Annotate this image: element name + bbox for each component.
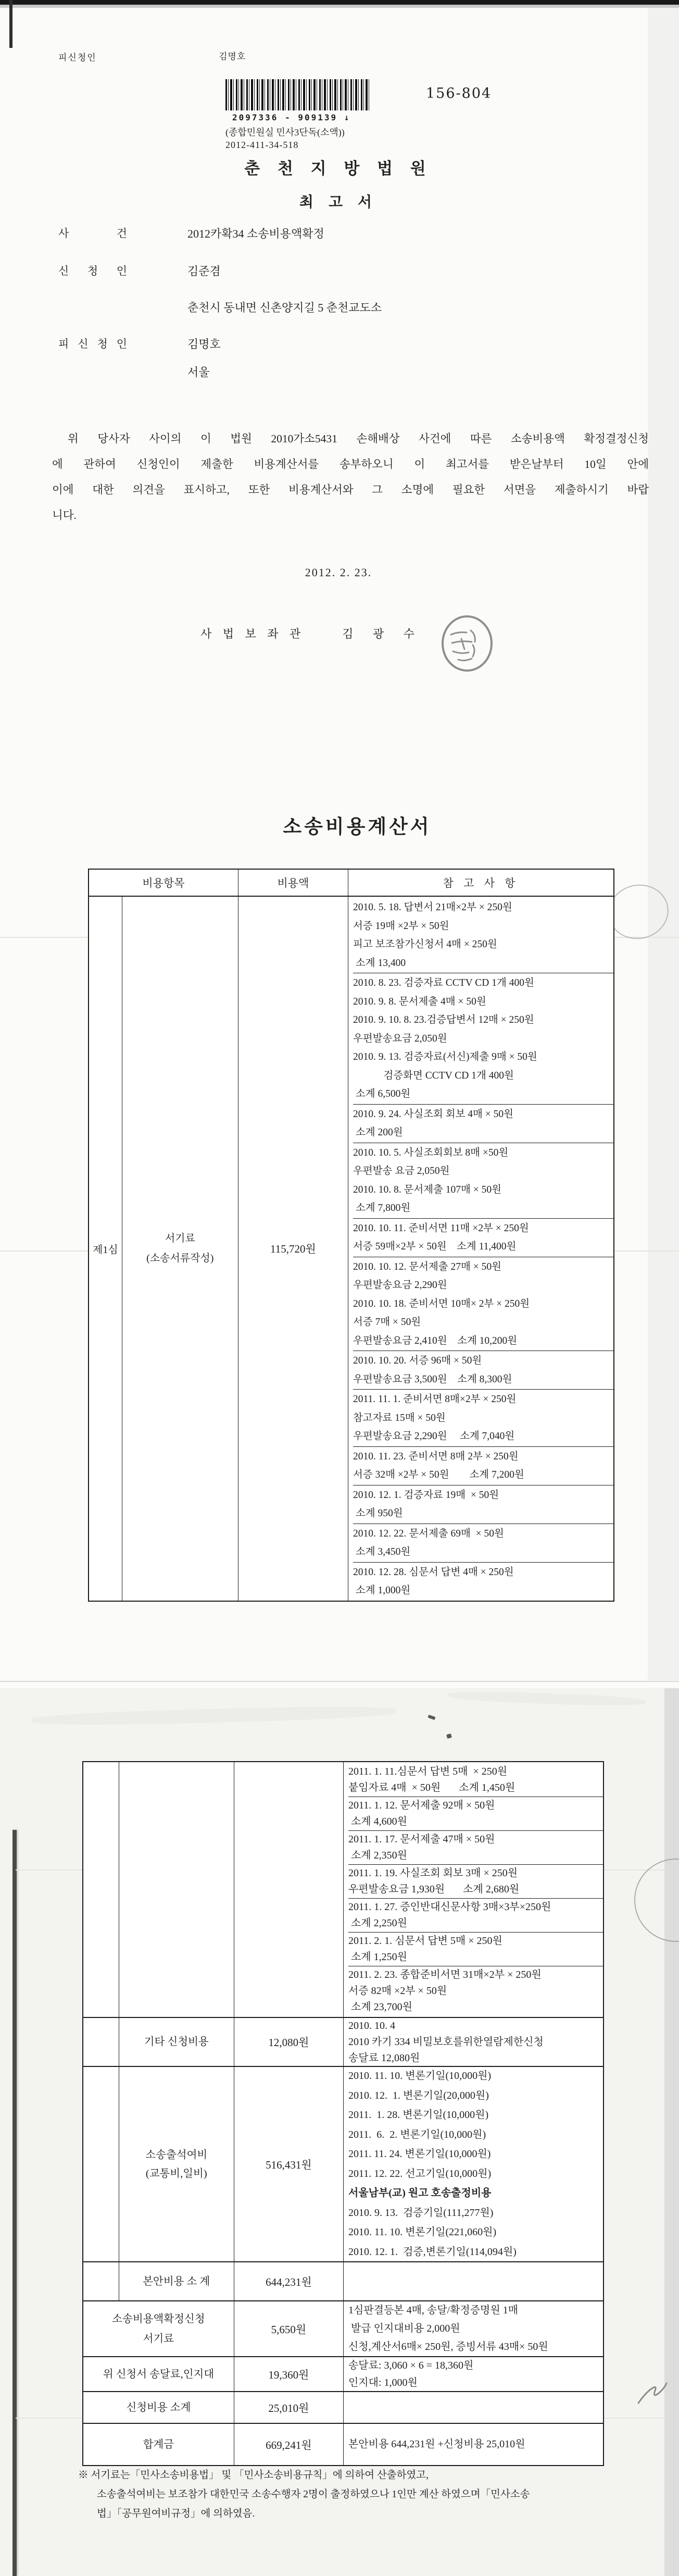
remark-line: 우편발송요금 2,290원 [353,1280,447,1291]
amount-cell-empty [234,1762,344,2017]
scan-artifact-left [9,0,12,48]
remark-line: 소계 23,700원 [348,2001,412,2013]
header-remarks: 참 고 사 항 [443,877,519,889]
remark-line: 2010. 9. 10. 8. 23.검증답변서 12매 × 250원 [353,1014,534,1025]
amount-cell: 25,010원 [234,2392,344,2423]
remark-line: 2010. 9. 24. 사실조회 회보 4매 × 50원 [353,1108,513,1120]
remark-section [353,1219,613,1257]
remark-line: 2010. 12. 22. 문서제출 69매 × 50원 [353,1528,504,1539]
document-title: 최 고 서 [299,194,378,210]
remark-section [353,1105,613,1143]
item-label-line: 합계금 [143,2438,174,2450]
case-value: 김준겸 [187,265,221,278]
remark-line: 2010. 11. 23. 준비서면 8매 2부 × 250원 [353,1451,519,1462]
court-name: 춘 천 지 방 법 원 [244,159,433,178]
notice-body [52,426,649,528]
remark-line: 2011. 1. 19. 사실조회 회보 3매 × 250원 [348,1867,518,1879]
remark-line: 소계 4,600원 [348,1816,407,1827]
amount-cell: 516,431원 [234,2067,344,2261]
item-cell [83,2392,234,2423]
remarks-cell [344,2424,603,2465]
item-name: 서기료 [165,1233,195,1245]
item-label-line: 서기료 [143,2333,174,2345]
notice-body-line: 위 당사자 사이의 이 법원 2010가소5431 손해배상 사건에 따른 소송비용액 확정결정신청 [68,432,649,445]
remark-section [353,1257,613,1352]
page1-bottom-edge [0,1681,679,1682]
remark-section [353,973,613,1105]
remarks-cell [344,2301,603,2356]
remark-line: 2011. 11. 24. 변론기일(10,000원) [348,2148,491,2160]
amount-cell: 669,241원 [234,2424,344,2465]
remark-line: 우편발송요금 3,500원 소계 8,300원 [353,1373,512,1385]
case-value: 춘천시 동내면 신촌양지길 5 춘천교도소 [187,301,382,314]
remark-line: 우편발송요금 2,290원 소계 7,040원 [353,1431,515,1442]
case-value: 2012카확34 소송비용액확정 [187,227,324,240]
remark-line: 소계 3,450원 [353,1546,411,1557]
table-row [83,2018,603,2067]
footnote-line: 소송출석여비는 보조참가 대한민국 소송수행자 2명이 출정하였으나 1인만 계산 하였으며「민사소송 [97,2489,530,2500]
remark-line: 2010. 10. 18. 준비서면 10매× 2부 × 250원 [353,1298,530,1309]
remark-line: 2010. 12. 28. 심문서 답변 4매 × 250원 [353,1566,514,1578]
remark-section [353,1351,613,1390]
remark-line: 2011. 12. 22. 선고기일(10,000원) [348,2168,492,2179]
remarks-cell [344,1762,603,2017]
remark-line: 2010. 10. 20. 서증 96매 × 50원 [353,1355,482,1366]
case-label: 사 건 [58,227,127,240]
remark-section [353,898,613,973]
reference-number: 2012-411-34-518 [225,140,299,150]
remark-line: 2010. 10. 4 [348,2020,395,2032]
remark-section [348,1763,603,1797]
barcode-number: 2097336 - 909139 ↓ [232,113,351,122]
remark-line: 우편발송요금 2,050원 [353,1033,447,1044]
notice-date: 2012. 2. 23. [305,566,372,579]
remark-line: 서증 59매×2부 × 50원 소계 11,400원 [353,1241,517,1252]
item-label-line: 위 신청서 송달료,인지대 [103,2368,215,2380]
item-cell [83,2424,234,2465]
item-label-line: 기타 신청비용 [144,2036,209,2048]
remark-line: 소계 1,000원 [353,1585,411,1596]
statement-title: 소송비용계산서 [283,816,432,838]
table-row [83,2424,603,2465]
cost-table-body [89,897,613,1601]
item-cell [83,2301,234,2356]
remark-line: 2011. 6. 2. 변론기일(10,000원) [348,2128,486,2140]
remark-line: 2010 카기 334 비밀보호를위한열람제한신청 [348,2036,544,2048]
remark-line: 2010. 11. 10. 변론기일(221,060원) [348,2226,497,2238]
remark-line: 소계 2,250원 [348,1917,407,1929]
remark-line: 서증 82매 ×2부 × 50원 [348,1985,447,1997]
notice-body-line: 이에 대한 의견을 표시하고, 또한 비용계산서와 그 소명에 필요한 서면을 제출하시기 바랍 [52,484,649,496]
remark-line: 인지대: 1,000원 [348,2376,418,2388]
remark-section [353,1524,613,1563]
remark-line: 서증 32매 ×2부 × 50원 소계 7,200원 [353,1469,524,1480]
notice-body-line: 에 관하여 신청인이 제출한 비용계산서를 송부하오니 이 최고서를 받은날부터 10일 안에 [52,458,649,470]
header-item: 비용항목 [89,870,238,896]
remark-line: 소계 950원 [353,1508,403,1519]
remark-line: 2011. 1. 27. 증인반대신문사항 3매×3부×250원 [348,1901,551,1913]
stage-cell-empty [83,2262,119,2300]
stage-cell-empty [83,1762,119,2017]
court-dept-line: (종합민원실 민사3단독(소액)) [225,127,345,138]
remark-line: 본안비용 644,231원 +신청비용 25,010원 [348,2438,525,2450]
remarks-cell [344,2262,603,2300]
page2-right-shading [664,1688,679,2576]
remark-line: 우편발송요금 1,930원 소계 2,680원 [348,1884,520,1895]
remark-line: 2011. 1. 28. 변론기일(10,000원) [348,2109,489,2121]
case-row [58,336,221,351]
remark-line: 2011. 11. 1. 준비서면 8매×2부 × 250원 [353,1394,517,1405]
remark-line: 2011. 1. 12. 문서제출 92매 × 50원 [348,1800,495,1811]
case-row [58,263,221,278]
officer-name: 김 광 수 [342,627,423,640]
remark-line: 신청,계산서6매× 250원, 증빙서류 43매× 50원 [348,2341,548,2352]
officer-seal-stamp [441,615,494,672]
amount-cell: 115,720원 [238,897,348,1601]
barcode [225,79,370,110]
table-row [83,2301,603,2357]
remark-line: 2010. 11. 10. 변론기일(10,000원) [348,2070,492,2082]
footnote-line: ※ 서기료는「민사소송비용법」 및 「민사소송비용규칙」에 의하여 산출하였고, [78,2470,429,2481]
footnote [78,2466,677,2523]
remarks-cell [344,2067,603,2261]
remark-line: 2010. 10. 8. 문서제출 107매 × 50원 [353,1184,501,1195]
page1-right-shading [648,8,679,1680]
remark-section [353,1447,613,1485]
remark-line: 2011. 1. 17. 문서제출 47매 × 50원 [348,1834,495,1845]
item-cell [122,897,238,1601]
remark-line: 피고 보조참가신청서 4매 × 250원 [353,939,497,950]
remark-section [348,1966,603,2016]
remark-section [348,1797,603,1831]
remark-line: 2010. 9. 13. 검증기일(111,277원) [348,2207,494,2219]
remark-line: 발급 인지대비용 2,000원 [348,2323,460,2334]
remark-line: 2011. 2. 1. 심문서 답변 5매 × 250원 [348,1935,502,1947]
remark-line: 서증 7매 × 50원 [353,1317,421,1328]
cost-table-header [89,870,613,897]
remark-line: 소계 1,250원 [348,1951,407,1963]
remark-line: 2011. 2. 23. 종합준비서면 31매×2부 × 250원 [348,1969,542,1980]
remark-line: 2010. 12. 1. 검증자료 19매 × 50원 [353,1489,499,1501]
postal-code: 156-804 [426,85,492,102]
remark-section [348,1899,603,1933]
remarks-cell [344,2392,603,2423]
remark-line: 1심판결등본 4매, 송달/확정증명원 1매 [348,2305,519,2316]
table-row [83,2262,603,2301]
officer-signature-line [200,625,423,641]
remark-section [353,1563,613,1601]
remark-line: 소계 13,400 [353,957,406,969]
notice-body-line: 니다. [52,509,77,522]
header-amount: 비용액 [238,870,348,896]
item-cell [83,2357,234,2391]
table-row [83,2357,603,2392]
item-label-line: 소송비용액확정신청 [112,2313,205,2325]
remark-section [353,1390,613,1447]
case-value: 서울 [187,366,210,379]
item-cell-empty [119,1762,234,2017]
case-info [58,225,631,381]
remark-line: 송달료 12,080원 [348,2052,420,2064]
case-label: 피 신 청 인 [58,338,127,350]
remark-line: 2010. 9. 13. 검증자료(서신)제출 9매 × 50원 [353,1051,537,1062]
remark-section [348,1933,603,1966]
remark-line: 2010. 10. 5. 사실조회회보 8매 ×50원 [353,1147,509,1158]
item-label-line: 신청비용 소계 [126,2401,191,2413]
item-label-line: 소송출석여비 [145,2149,208,2161]
remark-line: 서울남부(교) 원고 호송출정비용 [348,2187,492,2199]
item-cell [119,2067,234,2261]
case-value: 김명호 [187,338,221,351]
addressee-name: 김명호 [219,52,246,61]
remark-line: 참고자료 15매 × 50원 [353,1412,446,1423]
page2-left-edge-shadow [12,1830,17,2576]
remark-line: 2010. 10. 11. 준비서면 11매 ×2부 × 250원 [353,1222,529,1234]
case-label: 신 청 인 [58,265,127,277]
footnote-line: 법」「공무원여비규정」에 의하였음. [97,2508,255,2519]
remark-section [353,1143,613,1219]
remark-line: 2010. 12. 1. 변론기일(20,000원) [348,2089,489,2101]
table-row [83,2392,603,2424]
remark-line: 소계 6,500원 [353,1088,411,1099]
remark-line: 송달료: 3,060 × 6 = 18,360원 [348,2359,474,2371]
remarks-cell [344,2018,603,2066]
remarks-cell [348,897,613,1601]
remark-line: 우편발송 요금 2,050원 [353,1166,450,1176]
remark-line: 2010. 9. 8. 문서제출 4매 × 50원 [353,996,486,1007]
stage-cell-empty [83,2018,119,2066]
clerk-initials-mark [634,2379,671,2413]
amount-cell: 5,650원 [234,2301,344,2356]
remark-line: 붙임자료 4매 × 50원 소계 1,450원 [348,1782,515,1793]
remark-line: 소계 2,350원 [348,1850,407,1861]
officer-title: 사 법 보 좌 관 [200,627,305,640]
remark-section [348,1831,603,1865]
scanner-edge-bar [0,0,679,5]
remark-line: 서증 19매 ×2부 × 50원 [353,920,449,932]
amount-cell: 644,231원 [234,2262,344,2300]
remark-line: 2010. 8. 23. 검증자료 CCTV CD 1개 400원 [353,977,534,988]
amount-cell: 19,360원 [234,2357,344,2391]
item-label-line: 본안비용 소 계 [143,2275,210,2287]
remark-line: 2010. 10. 12. 문서제출 27매 × 50원 [353,1261,501,1272]
stage-cell-empty [83,2067,119,2261]
continuation-row [83,1762,603,2018]
remark-section [348,1865,603,1899]
cost-table-page1 [88,869,614,1602]
amount-cell: 12,080원 [234,2018,344,2066]
remarks-cell [344,2357,603,2391]
item-sub: (소송서류작성) [146,1253,214,1265]
remark-line: 우편발송요금 2,410원 소계 10,200원 [353,1335,518,1346]
stage-cell: 제1심 [89,897,122,1601]
remark-section [353,1485,613,1524]
cost-table-page2 [82,1761,604,2466]
table-row [83,2067,603,2262]
remark-line: 2010. 5. 18. 답변서 21매×2부 × 250원 [353,902,512,913]
addressee-label: 피신청인 [58,53,97,63]
case-row [58,225,324,241]
remark-line: 소계 200원 [353,1127,403,1138]
scanner-edge-shadow [0,5,679,8]
remark-line: 검증화면 CCTV CD 1개 400원 [353,1070,514,1081]
item-label-line: (교통비,일비) [145,2168,207,2179]
item-cell [119,2018,234,2066]
item-cell [119,2262,234,2300]
remark-line: 2011. 1. 11.심문서 답변 5매 × 250원 [348,1766,508,1777]
remark-line: 2010. 12. 1. 검증,변론기일(114,094원) [348,2246,517,2258]
remark-line: 소계 7,800원 [353,1203,411,1213]
